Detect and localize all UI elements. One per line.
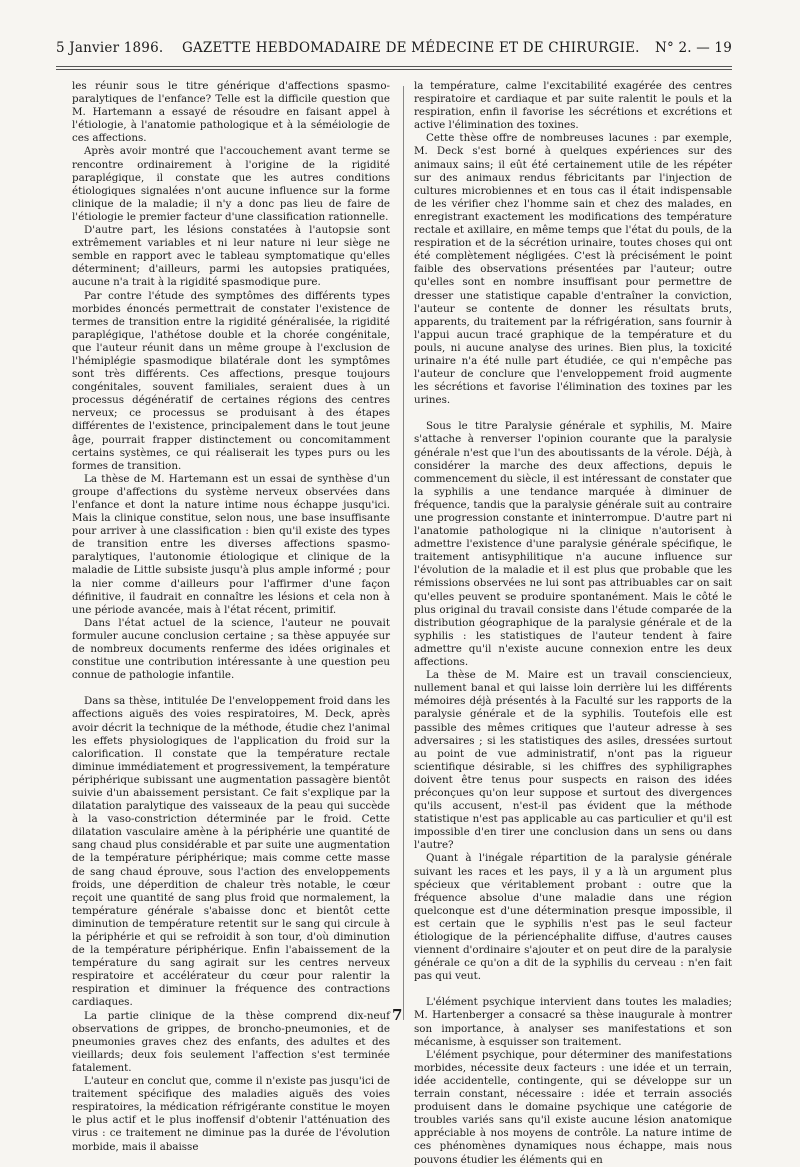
right-column <box>414 80 732 1166</box>
paragraph: Après avoir montré que l'accouchement avant terme se rencontre ordinairement à l'origine de la rigidité paraplégique, il constate que les autres conditions étiologiques signalées n'ont aucune influence sur la forme clinique de la maladie; il n'y a donc pas lieu de faire de l'étiologie le premier facteur d'une classification rationnelle. <box>72 145 390 223</box>
paragraph: L'élément psychique intervient dans toutes les maladies; M. Hartenberger a consacré sa thèse inaugurale à montrer son importance, à analyser ses manifestations et son mécanisme, à esquisser son traitement. <box>414 996 732 1048</box>
paragraph: La thèse de M. Hartemann est un essai de synthèse d'un groupe d'affections du système nerveux observées dans l'enfance et dont la nature intime nous échappe jusqu'ici. Mais la clinique constitue, selon nous, une base insuffisante pour arriver à une classification : bien qu'il existe des types de transition entre les diverses affections spasmo-paralytiques, l'autonomie étiologique et clinique de la maladie de Little subsiste jusqu'à plus ample informé ; pour la nier comme d'ailleurs pour l'affirmer d'une façon définitive, il faudrait en connaître les lésions et cela non à une période avancée, mais à l'état récent, primitif. <box>72 472 390 616</box>
paragraph: Cette thèse offre de nombreuses lacunes : par exemple, M. Deck s'est borné à quelques expériences sur des animaux sains; il eût été certainement utile de les répéter sur des animaux rendus fébricitants par l'injection de cultures microbiennes et en tous cas il était indispensable de les vérifier chez l'homme sain et chez des malades, en enregistrant exactement les modifications des température rectale et axillaire, en même temps que l'état du pouls, de la respiration et de la sécrétion urinaire, toutes choses qui ont été complètement négligées. C'est là précisément le point faible des observations présentées par l'auteur; outre qu'elles sont en nombre insuffisant pour permettre de dresser une statistique capable d'entraîner la conviction, l'auteur se contente de donner les résultats bruts, apparents, du traitement par la réfrigération, sans fournir à l'appui aucun tracé graphique de la température et du pouls, ni aucune analyse des urines. Bien plus, la toxicité urinaire n'a été nulle part étudiée, ce qui n'empêche pas l'auteur de conclure que l'enveloppement froid augmente les sécrétions et favorise l'élimination des toxines par les urines. <box>414 132 732 407</box>
paragraph: La partie clinique de la thèse comprend dix-neuf observations de grippes, de broncho-pneumonies, et de pneumonies graves chez des enfants, des adultes et des vieillards; deux fois seulement l'affection s'est terminée fatalement. <box>72 1009 390 1074</box>
paragraph: D'autre part, les lésions constatées à l'autopsie sont extrêmement variables et ni leur nature ni leur siège ne semble en rapport avec le tableau symptomatique qu'elles déterminent; d'ailleurs, parmi les autopsies pratiquées, aucune n'a trait à la rigidité spasmodique pure. <box>72 224 390 289</box>
paragraph: La thèse de M. Maire est un travail consciencieux, nullement banal et qui laisse loin derrière lui les différents mémoires déjà présentés à la Faculté sur les rapports de la paralysie générale et de la syphilis. Toutefois elle est passible des mêmes critiques que l'auteur adresse à ses adversaires ; si les statistiques des asiles, dressées surtout au point de vue administratif, n'ont pas la rigueur scientifique désirable, si les chiffres des syphiligraphes doivent être tenus pour suspects en raison des idées préconçues qu'on leur suppose et surtout des divergences qu'ils accusent, n'est-il pas évident que la méthode statistique n'est pas applicable au cas particulier et qu'il est impossible d'en tirer une conclusion dans un sens ou dans l'autre? <box>414 669 732 852</box>
paragraph: L'élément psychique, pour déterminer des manifestations morbides, nécessite deux facteurs : une idée et un terrain, idée accidentelle, contingente, qui se développe sur un terrain constant, nécessaire : idée et terrain associés produisent dans le domaine psychique une catégorie de troubles variés sans qu'il existe aucune lésion anatomique appréciable à nos moyens de contrôle. La nature intime de ces phénomènes dynamiques nous échappe, mais nous pouvons étudier les éléments qui en <box>414 1048 732 1166</box>
header-rule-bottom <box>56 69 732 70</box>
header-rule-top <box>56 66 732 67</box>
page-number: 7 <box>392 1006 403 1024</box>
paragraph: Dans sa thèse, intitulée De l'enveloppement froid dans les affections aiguës des voies respiratoires, M. Deck, après avoir décrit la technique de la méthode, étudie chez l'animal les effets physiologiques de l'application du froid sur la calorification. Il constate que la température rectale diminue immédiatement et progressivement, la température périphérique subissant une augmentation passagère bientôt suivie d'un abaissement persistant. Ce fait s'explique par la dilatation paralytique des vaisseaux de la peau qui succède à la vaso-constriction déterminée par le froid. Cette dilatation vasculaire amène à la périphérie une quantité de sang chaud plus considérable et par suite une augmentation de la température périphérique; mais comme cette masse de sang chaud éprouve, sous l'action des enveloppements froids, une déperdition de chaleur très notable, le cœur reçoit une quantité de sang plus froid que normalement, la température générale s'abaisse donc et bientôt cette diminution de température retentit sur le sang qui circule à la périphérie et qui se refroidit à son tour, d'où diminution de la température périphérique. Enfin l'abaissement de la température du sang agirait sur les centres nerveux respiratoire et accélérateur du cœur pour ralentir la respiration et diminuer la fréquence des contractions cardiaques. <box>72 695 390 1009</box>
paragraph: la température, calme l'excitabilité exagérée des centres respiratoire et cardiaque et par suite ralentit le pouls et la respiration, enfin il favorise les sécrétions et excrétions et active l'élimination des toxines. <box>414 80 732 132</box>
column-divider <box>403 86 404 1020</box>
issue-number: N° 2. — 19 <box>655 40 732 56</box>
paragraph: Sous le titre Paralysie générale et syphilis, M. Maire s'attache à renverser l'opinion courante que la paralysie générale n'est que l'un des aboutissants de la vérole. Déjà, à considérer la marche des deux affections, depuis le commencement du siècle, il est intéressant de constater que la syphilis a une tendance marquée à diminuer de fréquence, tandis que la paralysie générale suit au contraire une progression constante et ininterrompue. D'autre part ni l'anatomie pathologique ni la clinique n'autorisent à admettre l'existence d'une paralysie générale spécifique, le traitement antisyphilitique n'a aucune influence sur l'évolution de la maladie et il est plus que probable que les rémissions observées ne lui sont pas attribuables car on sait qu'elles peuvent se produire spontanément. Mais le côté le plus original du travail consiste dans l'étude comparée de la distribution géographique de la paralysie générale et de la syphilis : les statistiques de l'auteur tendent à faire admettre qu'il n'existe aucune connexion entre les deux affections. <box>414 420 732 669</box>
left-column <box>72 80 390 1153</box>
paragraph: L'auteur en conclut que, comme il n'existe pas jusqu'ici de traitement spécifique des maladies aiguës des voies respiratoires, la médication réfrigérante constitue le moyen le plus actif et le plus inoffensif d'obtenir l'atténuation des virus : ce traitement ne diminue pas la durée de l'évolution morbide, mais il abaisse <box>72 1075 390 1153</box>
issue-date: 5 Janvier 1896. <box>56 40 164 56</box>
paragraph: les réunir sous le titre générique d'affections spasmo-paralytiques de l'enfance? Telle est la difficile question que M. Hartemann a essayé de résoudre en faisant appel à l'étiologie, à l'anatomie pathologique et à la séméiologie de ces affections. <box>72 80 390 145</box>
journal-title: GAZETTE HEBDOMADAIRE DE MÉDECINE ET DE CHIRURGIE. <box>182 40 640 56</box>
paragraph: Dans l'état actuel de la science, l'auteur ne pouvait formuler aucune conclusion certaine ; sa thèse appuyée sur de nombreux documents renferme des idées originales et constitue une contribution intéressante à une question peu connue de pathologie infantile. <box>72 616 390 682</box>
paragraph: Quant à l'inégale répartition de la paralysie générale suivant les races et les pays, il y a là un argument plus spécieux que véritablement probant : outre que la fréquence absolue d'une maladie dans une région quelconque est d'une détermination presque impossible, il est certain que le syphilis n'est pas le seul facteur étiologique de la périencéphalite diffuse, d'autres causes viennent d'ordinaire s'ajouter et on peut dire de la paralysie générale ce qu'on a dit de la syphilis du cerveau : n'en fait pas qui veut. <box>414 852 732 983</box>
paragraph: Par contre l'étude des symptômes des différents types morbides énoncés permettrait de constater l'existence de termes de transition entre la rigidité généralisée, la rigidité paraplégique, l'athétose double et la chorée congénitale, que l'auteur réunit dans un même groupe à l'exclusion de l'hémiplégie spasmodique bilatérale dont les symptômes sont très différents. Ces affections, presque toujours congénitales, souvent familiales, seraient dues à un processus dégénératif de certaines régions des centres nerveux; ce processus se produisant à des étapes différentes de l'existence, principalement dans le tout jeune âge, pourrait frapper distinctement ou concomitamment certains systèmes, ce qui réaliserait les types purs ou les formes de transition. <box>72 289 390 472</box>
running-header <box>56 40 732 62</box>
